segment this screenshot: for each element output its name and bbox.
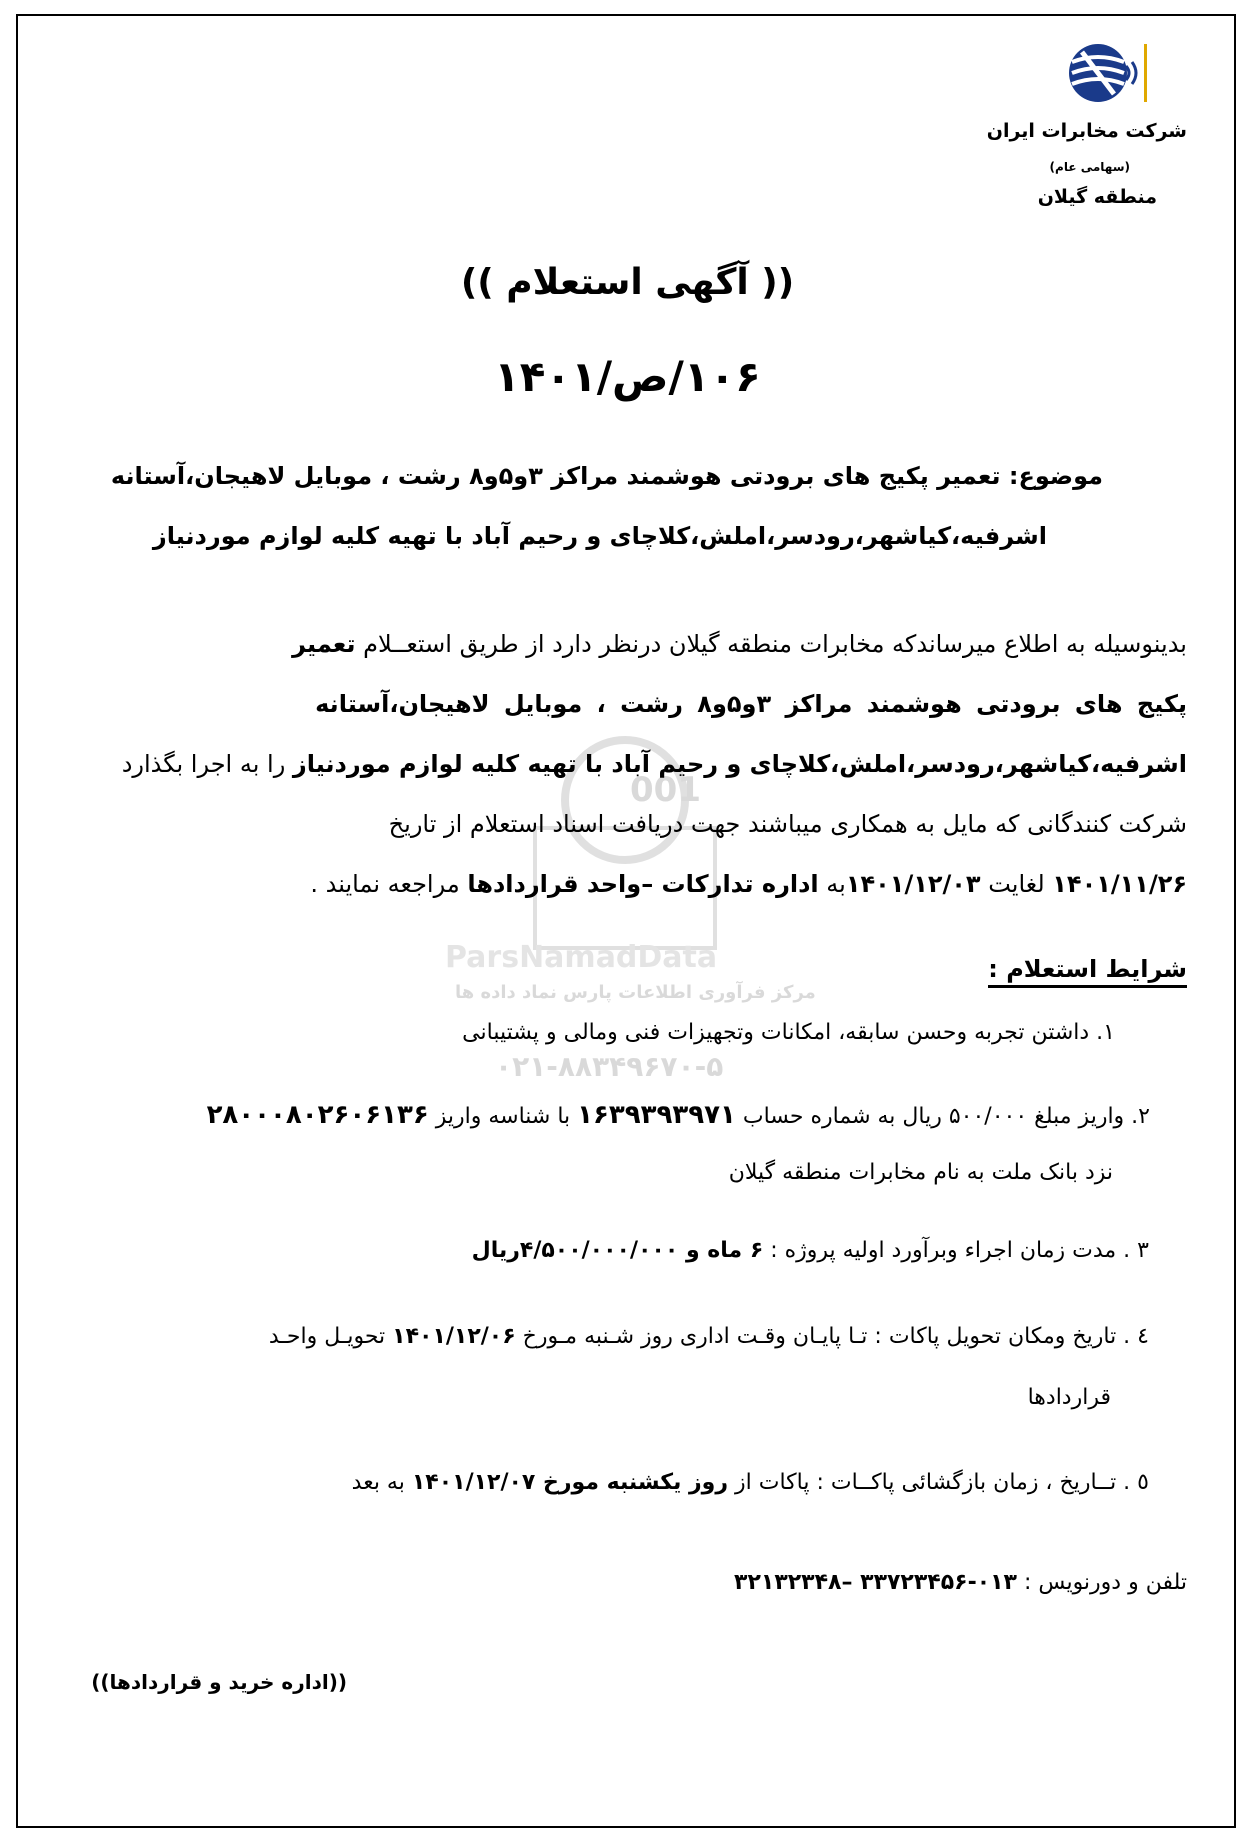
contact-label: تلفن و دورنویس :	[1017, 1570, 1187, 1595]
condition-text: ۳ . مدت زمان اجراء وبرآورد اولیه پروژه :	[763, 1238, 1149, 1263]
body-text: به	[818, 870, 846, 898]
condition-2	[207, 1100, 1150, 1130]
body-line-1	[292, 630, 1187, 658]
condition-text: ۲. واریز مبلغ ۵۰۰/۰۰۰ ریال به شماره حساب	[735, 1104, 1150, 1129]
body-line-2: پکیج های برودتی هوشمند مراکز ۳و۵و۸ رشت ، موبایل لاهیجان،آستانه	[315, 690, 1187, 718]
contact-numbers: ۰۱۳-۳۳۷۲۳۴۵۶ –۳۲۱۳۲۳۴۸	[734, 1570, 1017, 1595]
payment-id: ۲۸۰۰۰۸۰۲۶۰۶۱۳۶	[206, 1100, 429, 1130]
company-name: شرکت مخابرات ایران	[986, 120, 1187, 142]
condition-4-line-2: قراردادها	[1027, 1385, 1111, 1410]
body-line-5	[310, 870, 1187, 898]
body-bold-text: تعمیر	[292, 630, 356, 658]
watermark-brand: ParsNamadData	[445, 940, 718, 975]
subject-line-2: اشرفیه،کیاشهر،رودسر،املش،کلاچای و رحیم آباد با تهیه کلیه لوازم موردنیاز	[152, 522, 1047, 550]
project-duration-budget: ۶ ماه و ۴/۵۰۰/۰۰۰/۰۰۰ریال	[471, 1238, 764, 1263]
body-text: بدینوسیله به اطلاع میرساندکه مخابرات منطقه گیلان درنظر دارد از طریق استعــلام	[355, 630, 1187, 658]
subject-line-1: موضوع: تعمیر پکیج های برودتی هوشمند مراکز ۳و۵و۸ رشت ، موبایل لاهیجان،آستانه	[110, 462, 1103, 490]
condition-4	[269, 1324, 1149, 1349]
body-text: مراجعه نمایند .	[310, 870, 468, 898]
conditions-heading: شرایط استعلام :	[988, 955, 1187, 988]
end-date: ۱۴۰۱/۱۲/۰۳	[845, 870, 981, 898]
body-bold-text: اشرفیه،کیاشهر،رودسر،املش،کلاچای و رحیم آباد با تهیه کلیه لوازم موردنیاز	[292, 750, 1187, 778]
tci-logo-icon	[1062, 38, 1152, 108]
body-text: را به اجرا بگذارد	[121, 750, 293, 778]
body-line-3	[122, 750, 1187, 778]
condition-text: با شناسه واریز	[428, 1104, 578, 1129]
condition-1: ۱. داشتن تجربه وحسن سابقه، امکانات وتجهیزات فنی ومالی و پشتیبانی	[462, 1020, 1115, 1045]
start-date: ۱۴۰۱/۱۱/۲۶	[1052, 870, 1187, 898]
body-line-4: شرکت کنندگانی که مایل به همکاری میباشند جهت دریافت اسناد استعلام از تاریخ	[388, 810, 1187, 838]
condition-2-line-2: نزد بانک ملت به نام مخابرات منطقه گیلان	[728, 1160, 1113, 1185]
watermark-phone: ۰۲۱-۸۸۳۴۹۶۷۰-۵	[495, 1050, 724, 1083]
account-number: ۱۶۳۹۳۹۳۹۷۱	[577, 1100, 736, 1130]
contact-line	[734, 1570, 1187, 1595]
delivery-date: ۱۴۰۱/۱۲/۰۶	[392, 1324, 516, 1349]
condition-5	[352, 1470, 1149, 1495]
notice-title: (( آگهی استعلام ))	[460, 262, 795, 303]
body-text: لغایت	[980, 870, 1053, 898]
watermark-code: 001	[630, 770, 701, 810]
condition-3	[472, 1238, 1149, 1263]
condition-text: ٥ . تــاریخ ، زمان بازگشائی پاکــات : پاکات از	[728, 1470, 1149, 1495]
region-name: منطقه گیلان	[1037, 186, 1157, 208]
watermark-tagline: مرکز فرآوری اطلاعات پارس نماد داده ها	[455, 982, 816, 1003]
opening-date: ۱۴۰۱/۱۲/۰۷	[411, 1470, 536, 1495]
notice-number: ۱۰۶/ص/۱۴۰۱	[494, 352, 761, 401]
condition-text: ٤ . تاریخ ومکان تحویل پاکات : تـا پایـان وقـت اداری روز شـنبه مـورخ	[515, 1324, 1149, 1349]
department-name: اداره تدارکات –واحد قراردادها	[467, 870, 819, 898]
opening-day: روز یکشنبه مورخ	[535, 1470, 729, 1495]
condition-text: تحویـل واحـد	[268, 1324, 393, 1349]
condition-text: به بعد	[351, 1470, 412, 1495]
footer-signature: ((اداره خرید و قراردادها))	[91, 1670, 347, 1694]
company-type: (سهامی عام)	[1049, 160, 1130, 174]
